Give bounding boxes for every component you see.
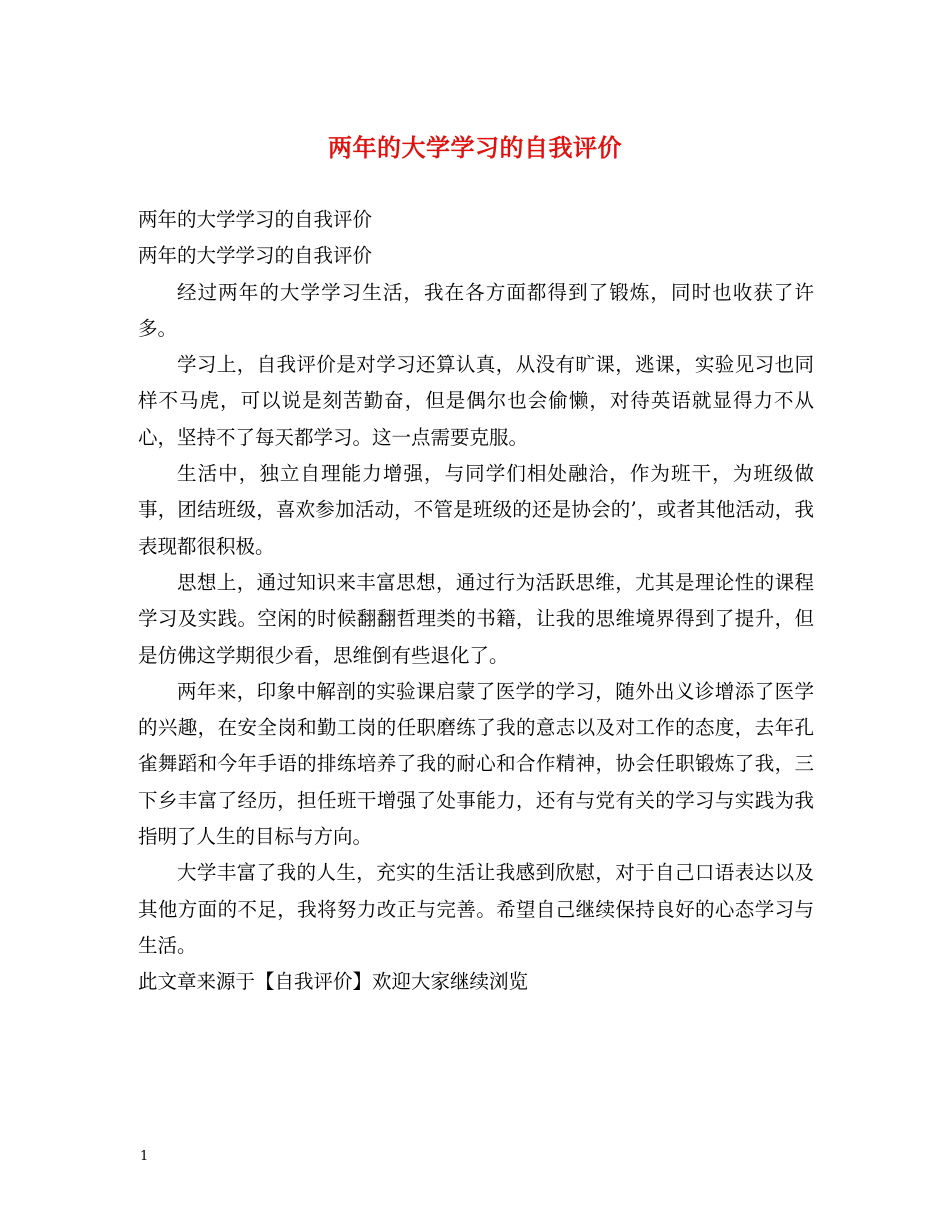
- paragraph: 经过两年的大学学习生活，我在各方面都得到了锻炼，同时也收获了许多。: [138, 280, 814, 340]
- paragraph: 大学丰富了我的人生，充实的生活让我感到欣慰，对于自己口语表达以及其他方面的不足，我将努力改正与完善。希望自己继续保持良好的心态学习与生活。: [138, 861, 814, 957]
- paragraph: 思想上，通过知识来丰富思想，通过行为活跃思维，尤其是理论性的课程学习及实践。空闲的时候翻翻哲理类的书籍，让我的思维境界得到了提升，但是仿佛这学期很少看，思维倒有些退化了。: [138, 570, 814, 667]
- document-title: 两年的大学学习的自我评价: [328, 133, 622, 162]
- header-line: 两年的大学学习的自我评价: [138, 208, 373, 231]
- document-body: [138, 202, 814, 1001]
- paragraph: 两年来，印象中解剖的实验课启蒙了医学的学习，随外出义诊增添了医学的兴趣，在安全岗和勤工岗的任职磨练了我的意志以及对工作的态度，去年孔雀舞蹈和今年手语的排练培养了我的耐心和合作精神，协会任职锻炼了我，三下乡丰富了经历，担任班干增强了处事能力，还有与党有关的学习与实践为我指明了人生的目标与方向。: [138, 679, 814, 849]
- header-line: 两年的大学学习的自我评价: [138, 244, 373, 268]
- source-footer-line: 此文章来源于【自我评价】欢迎大家继续浏览: [138, 970, 529, 994]
- paragraph: 学习上，自我评价是对学习还算认真，从没有旷课，逃课，实验见习也同样不马虎，可以说是刻苦勤奋，但是偶尔也会偷懒，对待英语就显得力不从心，坚持不了每天都学习。这一点需要克服。: [138, 353, 814, 449]
- page-number: 1: [140, 1149, 149, 1164]
- paragraph: 生活中，独立自理能力增强，与同学们相处融洽，作为班干，为班级做事，团结班级，喜欢参加活动，不管是班级的还是协会的’，或者其他活动，我表现都很积极。: [138, 462, 814, 558]
